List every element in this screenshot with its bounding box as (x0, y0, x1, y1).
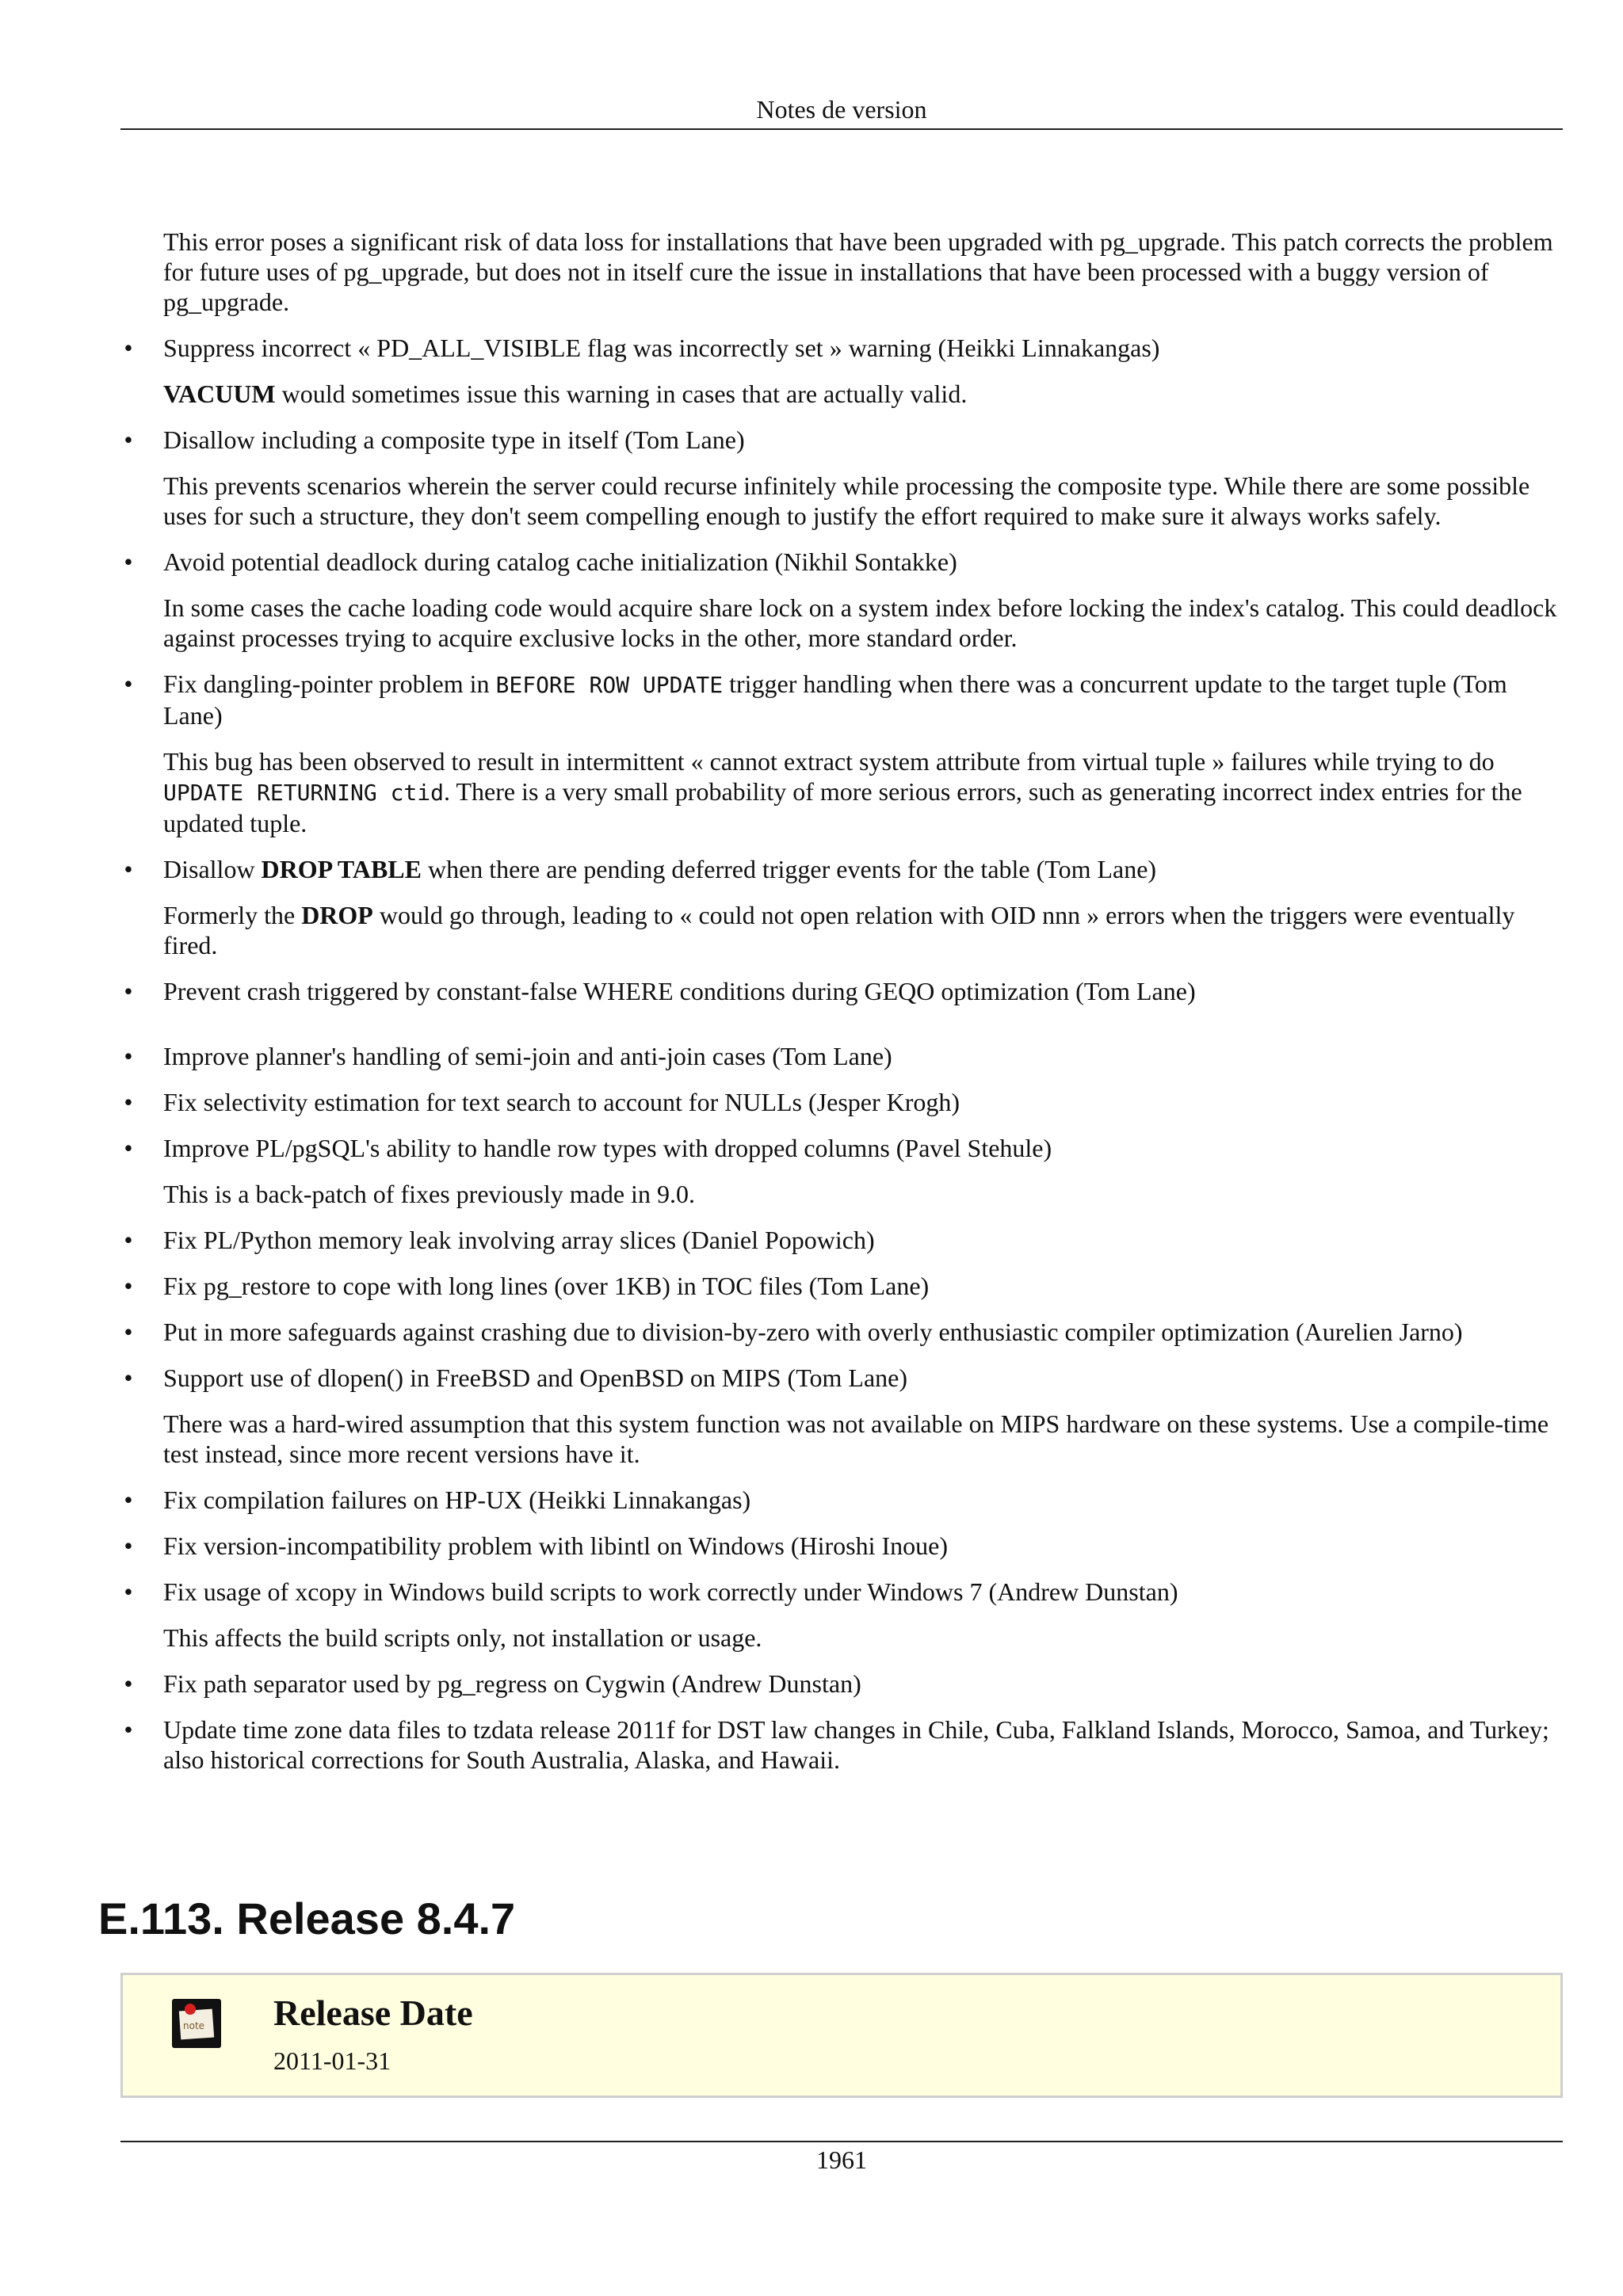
list-item (124, 547, 1563, 577)
note-icon-label: note (183, 2020, 205, 2031)
bullet: • (124, 1577, 133, 1606)
item-text: Avoid potential deadlock during catalog cache initialization (Nikhil Sontakke) (163, 547, 957, 576)
bullet: • (124, 1318, 133, 1346)
item-text: Improve PL/pgSQL's ability to handle row types with dropped columns (Pavel Stehule) (163, 1134, 1052, 1162)
bullet: • (124, 1669, 133, 1698)
bullet: • (124, 1486, 133, 1514)
item-text: Update time zone data files to tzdata release 2011f for DST law changes in Chile, Cuba, Falkland Islands, Morocco, Samoa, and Turkey; also historical corrections for South Australia, Alaska, and Hawaii. (163, 1715, 1549, 1774)
list-item (124, 854, 1563, 884)
item-text: Fix selectivity estimation for text search to account for NULLs (Jesper Krogh) (163, 1088, 960, 1116)
bullet: • (124, 334, 133, 362)
item-text: Fix PL/Python memory leak involving array slices (Daniel Popowich) (163, 1226, 875, 1254)
list-item (124, 1271, 1563, 1301)
item-text: Support use of dlopen() in FreeBSD and OpenBSD on MIPS (Tom Lane) (163, 1363, 907, 1392)
item-text: Disallow DROP TABLE when there are pending deferred trigger events for the table (Tom Lane) (163, 855, 1157, 883)
item-detail: This prevents scenarios wherein the server could recurse infinitely while processing the composite type. While there are some possible uses for such a structure, they don't seem compelling enough to justify the effort required to make sure it always works safely. (163, 471, 1530, 530)
release-date-value: 2011-01-31 (273, 2046, 391, 2075)
item-detail: This is a back-patch of fixes previously made in 9.0. (163, 1180, 695, 1208)
item-detail: VACUUM would sometimes issue this warning in cases that are actually valid. (163, 379, 968, 408)
bullet: • (124, 547, 133, 576)
list-item (124, 669, 1563, 730)
item-detail: Formerly the DROP would go through, leading to « could not open relation with OID nnn » errors when the triggers were eventually fired. (163, 901, 1515, 959)
header-rule (120, 128, 1563, 130)
item-text: Fix path separator used by pg_regress on Cygwin (Andrew Dunstan) (163, 1669, 861, 1698)
note-title: Release Date (273, 1993, 473, 2033)
code-snippet: UPDATE RETURNING ctid (163, 780, 445, 806)
item-detail: There was a hard-wired assumption that this system function was not available on MIPS hardware on these systems. Use a compile-time test instead, since more recent versions have it. (163, 1409, 1549, 1468)
section-heading: E.113. Release 8.4.7 (98, 1894, 516, 1943)
bullet: • (124, 669, 133, 698)
list-item (124, 1577, 1563, 1607)
page-number: 1961 (816, 2145, 867, 2174)
item-text: Fix dangling-pointer problem in BEFORE ROW UPDATE trigger handling when there was a concurrent update to the target tuple (Tom Lane) (163, 669, 1507, 730)
item-text: Disallow including a composite type in itself (Tom Lane) (163, 425, 745, 454)
item-detail: This bug has been observed to result in intermittent « cannot extract system attribute from virtual tuple » failures while trying to do UPDATE RETURNING ctid. There is a very small probability of more serious errors, such as generating incorrect index entries for the updated tuple. (163, 747, 1522, 837)
bullet: • (124, 1226, 133, 1254)
list-item (124, 1485, 1563, 1515)
item-text: Fix compilation failures on HP-UX (Heikki Linnakangas) (163, 1486, 751, 1514)
list-item (124, 1714, 1563, 1775)
item-text: Improve planner's handling of semi-join and anti-join cases (Tom Lane) (163, 1042, 892, 1070)
footer-rule (120, 2141, 1563, 2142)
list-item (124, 1363, 1563, 1393)
item-detail: In some cases the cache loading code would acquire share lock on a system index before locking the index's catalog. This could deadlock against processes trying to acquire exclusive locks in the other, more standard order. (163, 593, 1557, 652)
list-item (124, 1041, 1563, 1071)
item-text: Fix version-incompatibility problem with libintl on Windows (Hiroshi Inoue) (163, 1531, 949, 1560)
release-notes-content (120, 227, 1563, 1791)
list-item (124, 1225, 1563, 1255)
item-detail: This affects the build scripts only, not installation or usage. (163, 1623, 762, 1652)
item-text: Put in more safeguards against crashing due to division-by-zero with overly enthusiastic compiler optimization (Aurelien Jarno) (163, 1318, 1463, 1346)
code-snippet: BEFORE ROW UPDATE (495, 672, 724, 698)
item-text: Fix usage of xcopy in Windows build scripts to work correctly under Windows 7 (Andrew Dunstan) (163, 1577, 1178, 1606)
list-item (124, 1669, 1563, 1699)
bullet: • (124, 855, 133, 883)
note-icon (172, 1999, 221, 2048)
list-item (124, 1531, 1563, 1561)
item-text: Suppress incorrect « PD_ALL_VISIBLE flag was incorrectly set » warning (Heikki Linnakangas) (163, 334, 1160, 362)
bullet: • (124, 425, 133, 454)
bullet: • (124, 1042, 133, 1070)
list-item (124, 1087, 1563, 1117)
release-date-note (120, 1973, 1563, 2098)
list-item (124, 1317, 1563, 1347)
bullet: • (124, 1272, 133, 1300)
running-header: Notes de version (756, 95, 927, 124)
list-item (124, 1133, 1563, 1163)
intro-paragraph: This error poses a significant risk of data loss for installations that have been upgraded with pg_upgrade. This patch corrects the problem for future uses of pg_upgrade, but does not in itself cure the issue in installations that have been processed with a buggy version of pg_upgrade. (163, 227, 1553, 316)
list-item (124, 425, 1563, 455)
list-item (124, 976, 1563, 1006)
bullet: • (124, 1531, 133, 1560)
bullet: • (124, 977, 133, 1005)
list-item (124, 333, 1563, 363)
item-text: Prevent crash triggered by constant-false WHERE conditions during GEQO optimization (Tom Lane) (163, 977, 1196, 1005)
bullet: • (124, 1715, 133, 1744)
bullet: • (124, 1363, 133, 1392)
item-text: Fix pg_restore to cope with long lines (over 1KB) in TOC files (Tom Lane) (163, 1272, 930, 1300)
bullet: • (124, 1134, 133, 1162)
bullet: • (124, 1088, 133, 1116)
